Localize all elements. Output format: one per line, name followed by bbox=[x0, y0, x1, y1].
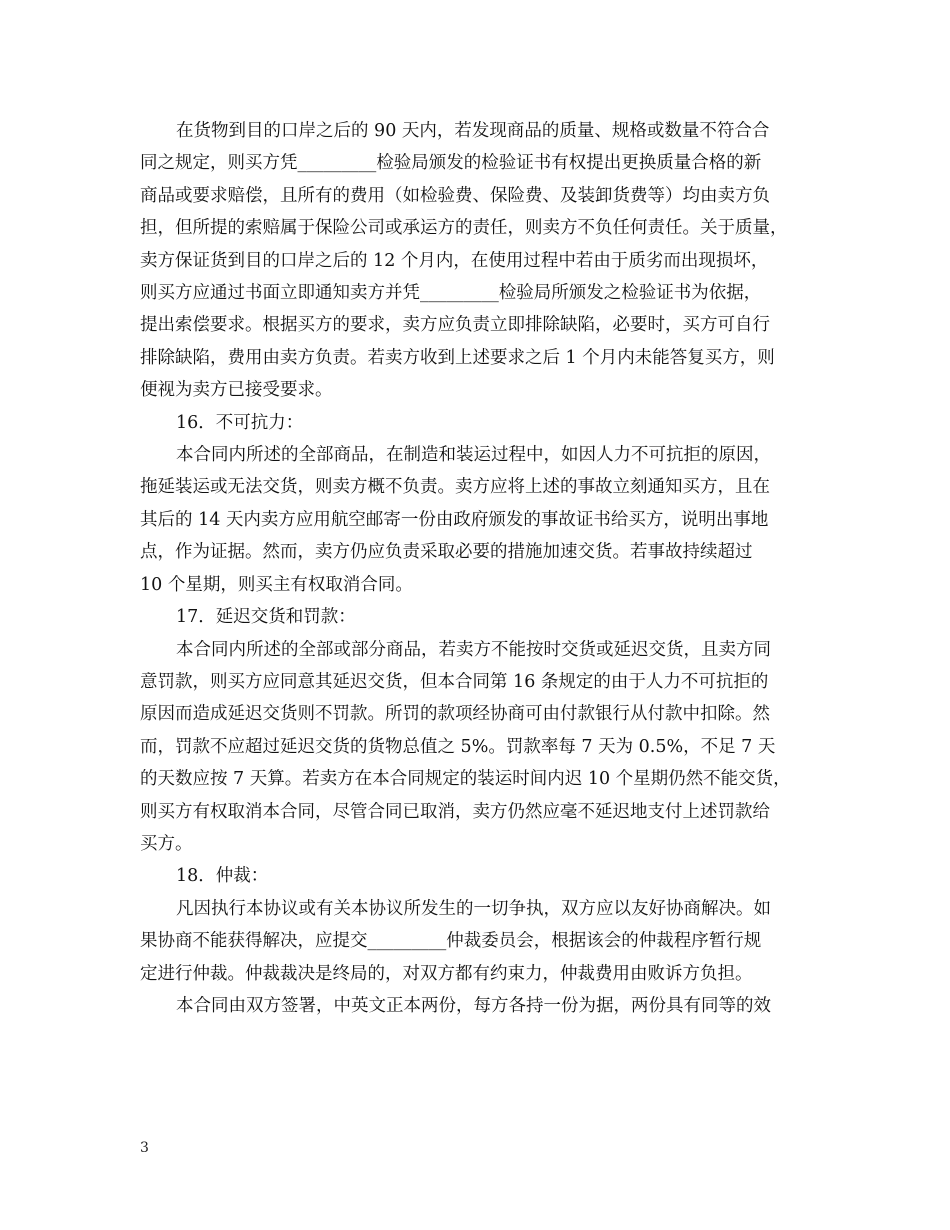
document-line: 的天数应按 7 天算。若卖方在本合同规定的装运时间内迟 10 个星期仍然不能交货， bbox=[140, 769, 791, 790]
document-line: 而，罚款不应超过延迟交货的货物总值之 5%。罚款率每 7 天为 0.5%，不足 7 天 bbox=[140, 736, 776, 757]
document-line: 定进行仲裁。仲裁裁决是终局的，对双方都有约束力，仲裁费用由败诉方负担。 bbox=[140, 963, 753, 984]
document-line: 本合同内所述的全部商品，在制造和装运过程中，如因人力不可抗拒的原因， bbox=[176, 445, 771, 466]
document-line: 卖方保证货到目的口岸之后的 12 个月内，在使用过程中若由于质劣而出现损坏， bbox=[140, 250, 769, 271]
document-line: 担，但所提的索赔属于保险公司或承运方的责任，则卖方不负任何责任。关于质量， bbox=[140, 218, 788, 239]
document-line: 则买方有权取消本合同，尽管合同已取消，卖方仍然应毫不延迟地支付上述罚款给 bbox=[140, 801, 770, 822]
document-line: 18．仲裁： bbox=[176, 866, 269, 887]
document-line: 同之规定，则买方凭_________检验局颁发的检验证书有权提出更换质量合格的新 bbox=[140, 153, 762, 174]
document-line: 17．延迟交货和罚款： bbox=[176, 607, 356, 628]
document-line: 原因而造成延迟交货则不罚款。所罚的款项经协商可由付款银行从付款中扣除。然 bbox=[140, 704, 770, 725]
document-line: 在货物到目的口岸之后的 90 天内，若发现商品的质量、规格或数量不符合合 bbox=[176, 121, 770, 141]
document-body bbox=[140, 115, 830, 1022]
document-line: 10 个星期，则买主有权取消合同。 bbox=[140, 574, 413, 595]
document-line: 拖延装运或无法交货，则卖方概不负责。卖方应将上述的事故立刻通知买方，且在 bbox=[140, 477, 770, 498]
document-line: 本合同由双方签署，中英文正本两份，每方各持一份为据，两份具有同等的效 bbox=[176, 995, 771, 1016]
document-line: 凡因执行本协议或有关本协议所发生的一切争执，双方应以友好协商解决。如 bbox=[176, 898, 771, 919]
document-line: 便视为卖方已接受要求。 bbox=[140, 380, 333, 401]
document-line: 提出索偿要求。根据买方的要求，卖方应负责立即排除缺陷，必要时，买方可自行 bbox=[140, 315, 770, 336]
document-line: 果协商不能获得解决，应提交_________仲裁委员会，根据该会的仲裁程序暂行规 bbox=[140, 931, 762, 952]
document-line: 意罚款，则买方应同意其延迟交货，但本合同第 16 条规定的由于人力不可抗拒的 bbox=[140, 671, 769, 692]
page-number: 3 bbox=[140, 1140, 149, 1156]
document-line: 16．不可抗力： bbox=[176, 412, 304, 433]
document-line: 其后的 14 天内卖方应用航空邮寄一份由政府颁发的事故证书给买方，说明出事地 bbox=[140, 509, 769, 530]
document-line: 买方。 bbox=[140, 833, 193, 854]
document-line: 点，作为证据。然而，卖方仍应负责采取必要的措施加速交货。若事故持续超过 bbox=[140, 542, 753, 563]
document-line: 商品或要求赔偿，且所有的费用（如检验费、保险费、及装卸货费等）均由卖方负 bbox=[140, 185, 770, 206]
document-line: 排除缺陷，费用由卖方负责。若卖方收到上述要求之后 1 个月内未能答复买方，则 bbox=[140, 347, 775, 368]
document-line: 本合同内所述的全部或部分商品，若卖方不能按时交货或延迟交货，且卖方同 bbox=[176, 639, 771, 660]
document-line: 则买方应通过书面立即通知卖方并凭_________检验局所颁发之检验证书为依据， bbox=[140, 283, 762, 304]
